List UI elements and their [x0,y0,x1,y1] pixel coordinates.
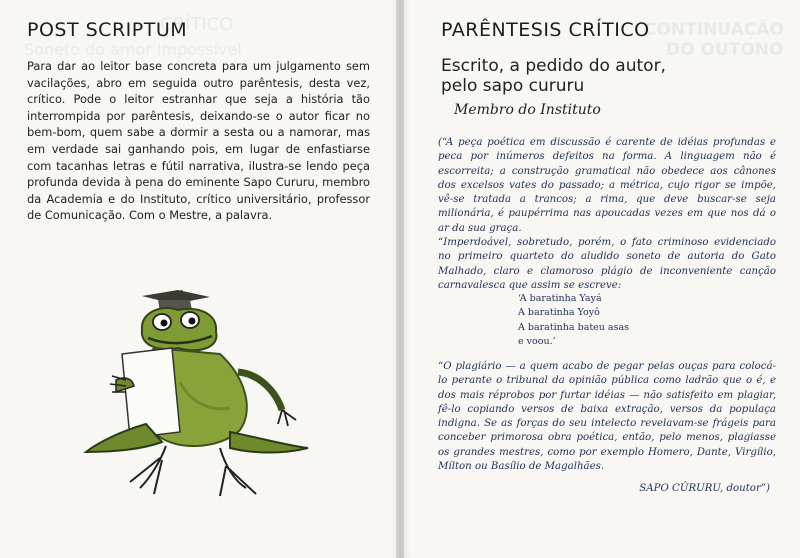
body-paragraph: Para dar ao leitor base concreta para um julgamento sem vacilações, abro em seguida outro parêntesis, desta vez, crítico. Pode o leitor estranhar que seja a história tão interrompida por parêntesis, deixando-se o autor ficar no bem-bom, quem sabe a dormir a sesta ou a namorar, mas em verdade sai ganhando pois, em lugar de enfastiarse com tacanhas letras e fútil narrativa, ilustra-se lendo peça profunda devida à pena do eminente Sapo Cururu, membro da Academia e do Instituto, crítico universitário, professor de Comunicação. Com o Mestre, a palavra. [27,59,370,223]
show-through-text: Soneto do amor impossível [24,40,242,59]
critique-paragraph: “Imperdoável, sobretudo, porém, o fato criminoso evidenciado no primeiro quarteto do aludido soneto de autoria do Gato Malhado, claro e clamoroso plágio de inconveniente canção carnavalesca que assim se escreve: [438,237,776,291]
show-through-text: DO OUTONO [666,40,784,60]
subtitle-line: Escrito, a pedido do autor, [441,56,666,76]
show-through-text: CONTINUAÇÃO [644,20,784,40]
quoted-verse [518,292,629,350]
verse-line: A baratinha Yoyô [518,307,600,319]
critique-paragraph: “O plagiário — a quem acabo de pegar pelas ouças para colocá-lo perante o tribunal da opinião pública como ladrão que o é, e dos mais réprobos por furtar idéias — não satisfeito em plagiar, fê-lo copiando versos de baixa extração, versos da populaça indigna. Se as forças do seu intelecto revelavam-se frágeis para conceber primorosa obra poética, então, pelo menos, plagiasse os grandes mestres, como por exemplo Homero, Dante, Virgílio, Mílton ou Basílio de Magalhães. [438,361,776,473]
show-through-text: CRÍTICO [160,14,234,35]
verse-line: e voou.’ [518,336,556,348]
signature: SAPO CÛRURU, doutor”) [639,483,770,494]
critique-paragraph: (“A peça poética em discussão é carente de idéias profundas e peca por inúmeros defeitos na forma. A linguagem não é escorreita; a construção gramatical não obedece aos cânones dos excelsos vates do passado; a métrica, cujo rigor se impõe, vê-se tratada a trancos; a rima, que deve buscar-se seja milionária, é paupérrima nas apoucadas vezes em que nos dá o ar da sua graça. [438,137,776,234]
frog-professor-illustration [70,282,320,517]
critique-text [438,136,776,293]
verse-line: ‘A baratinha Yayá [518,293,602,304]
left-page [0,0,398,558]
verse-line: A baratinha bateu asas [518,321,630,333]
page-title: POST SCRIPTUM [27,19,188,41]
page-subtitle [441,56,771,96]
author-affiliation: Membro do Instituto [454,102,601,118]
page-title: PARÊNTESIS CRÍTICO [441,19,650,41]
subtitle-line: pelo sapo cururu [441,76,585,96]
